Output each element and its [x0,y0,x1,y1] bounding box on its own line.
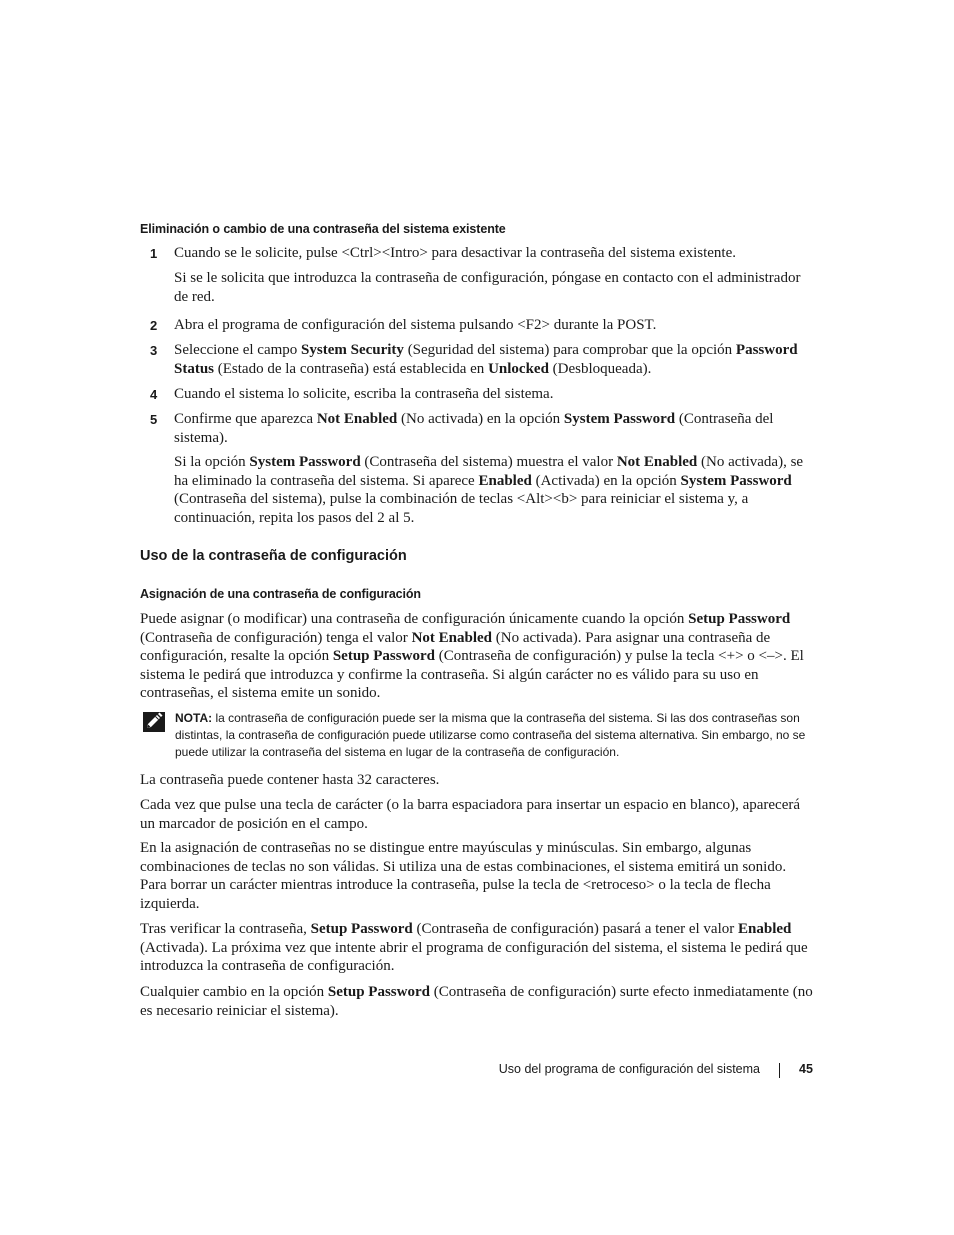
text-run: (Contraseña de configuración) tenga el valor [140,629,412,646]
section-heading-remove-password: Eliminación o cambio de una contraseña del sistema existente [140,222,506,236]
text-run: (No activada), se ha eliminado la contraseña del sistema. Si aparece [174,454,804,489]
step-number: 4 [150,387,158,402]
emphasis-term: Setup Password [332,648,435,664]
text-run: Si se le solicita que introduzca la contraseña de configuración, póngase en contacto con el administrador de red. [174,270,801,305]
step-number: 3 [150,343,158,358]
text-run: Abra el programa de configuración del sistema pulsando <F2> durante la POST. [174,317,657,333]
step-text [174,244,815,263]
emphasis-term: Not Enabled [411,629,492,646]
emphasis-term: Setup Password [327,984,430,1000]
paragraph-after-verify [140,920,815,976]
text-run: En la asignación de contraseñas no se distingue entre mayúsculas y minúsculas. Sin embargo, algunas combinaciones de teclas no son válidas. Si utiliza una de estas combinaciones, el sistema emitirá un sonido. Para borrar un carácter mientras introduce la contraseña, pulse la tecla de <retroceso> o la tecla de flecha izquierda. [140,840,787,912]
step-number: 5 [150,412,158,427]
text-run: Puede asignar (o modificar) una contraseña de configuración únicamente cuando la opción [140,611,689,627]
step-5 [150,410,815,447]
text-run: Cuando el sistema lo solicite, escriba la contraseña del sistema. [174,386,554,402]
paragraph-case [140,839,815,913]
step-5-note [174,453,814,527]
text-run: Cada vez que pulse una tecla de carácter (o la barra espaciadora para insertar un espacio en blanco), aparecerá un marcador de posición en el campo. [140,797,801,832]
emphasis-term: Unlocked [488,360,549,377]
text-run: La contraseña puede contener hasta 32 caracteres. [140,772,440,788]
text-run: (Contraseña del sistema). [174,411,774,446]
text-run: (Contraseña del sistema), pulse la combinación de teclas <Alt><b> para reiniciar el sistema y, a continuación, repita los pasos del 2 al 5. [174,491,749,526]
text-run: Cualquier cambio en la opción [140,984,328,1000]
step-4 [150,385,815,404]
footer-title: Uso del programa de configuración del sistema [498,1062,760,1076]
text-run: Tras verificar la contraseña, [140,921,311,937]
text-run: (Contraseña de configuración) y pulse la tecla <+> o <–>. El sistema le pedirá que introduzca y confirme la contraseña. Si algún carácter no es válido para su uso en contraseñas, el sistema emite un sonido. [140,648,804,701]
step-number: 1 [150,246,158,261]
text-run: (No activada). Para asignar una contraseña de configuración, resalte la opción [140,629,771,664]
step-text [174,316,815,335]
text-run: (Contraseña del sistema) muestra el valor [360,454,617,470]
emphasis-term: Setup Password [688,611,791,627]
text-run: (Desbloqueada). [548,360,652,377]
text-run: (Estado de la contraseña) está establecida en [214,360,489,377]
step-1 [150,244,815,263]
emphasis-term: Not Enabled [616,454,698,470]
text-run: (Contraseña de configuración) pasará a tener el valor [412,921,738,937]
text-run: Si la opción [174,454,250,470]
text-run: Cuando se le solicite, pulse <Ctrl><Intro> para desactivar la contraseña del sistema existente. [174,245,736,261]
step-number: 2 [150,318,158,333]
emphasis-term: System Password [563,411,676,427]
text-run: Seleccione el campo [174,342,302,358]
text-run: Confirme que aparezca [174,411,317,427]
step-1-note [174,269,814,306]
emphasis-term: Enabled [478,472,532,489]
emphasis-term: System Password [680,472,792,489]
emphasis-term: Enabled [738,921,792,937]
paragraph-immediate [140,983,815,1020]
paragraph-assign [140,610,815,703]
emphasis-term: System Password [249,454,361,470]
emphasis-term: System Security [301,342,404,358]
paragraph-placeholder [140,796,815,833]
text-run: (Contraseña de configuración) surte efecto inmediatamente (no es necesario reiniciar el sistema). [140,984,813,1019]
step-text [174,385,815,404]
emphasis-term: Setup Password [310,921,413,937]
text-run: (No activada) en la opción [397,411,564,427]
note-text: la contraseña de configuración puede ser la misma que la contraseña del sistema. Si las dos contraseñas son distintas, la contraseña de configuración puede utilizarse como contraseña del sistema alternativa. Sin embargo, no se puede utilizar la contraseña del sistema en lugar de la contraseña de configuración. [175,711,806,759]
step-2 [150,316,815,335]
footer-divider [779,1063,780,1078]
note-label: NOTA: [175,711,213,725]
section-heading-setup-password: Uso de la contraseña de configuración [140,548,407,564]
step-3 [150,341,815,378]
emphasis-term: Not Enabled [316,411,398,427]
step-text [174,410,815,447]
subheading-assign-setup-password: Asignación de una contraseña de configuración [140,587,421,601]
emphasis-term: Password Status [174,342,798,377]
text-run: (Seguridad del sistema) para comprobar que la opción [403,342,736,358]
text-run: (Activada). La próxima vez que intente abrir el programa de configuración del sistema, el sistema le pedirá que introduzca la contraseña de configuración. [140,939,808,974]
page-number: 45 [799,1062,813,1076]
paragraph-max-chars [140,771,815,790]
step-text [174,341,815,378]
note-box [143,710,818,761]
text-run: (Activada) en la opción [531,472,681,489]
pencil-note-icon [143,712,165,732]
